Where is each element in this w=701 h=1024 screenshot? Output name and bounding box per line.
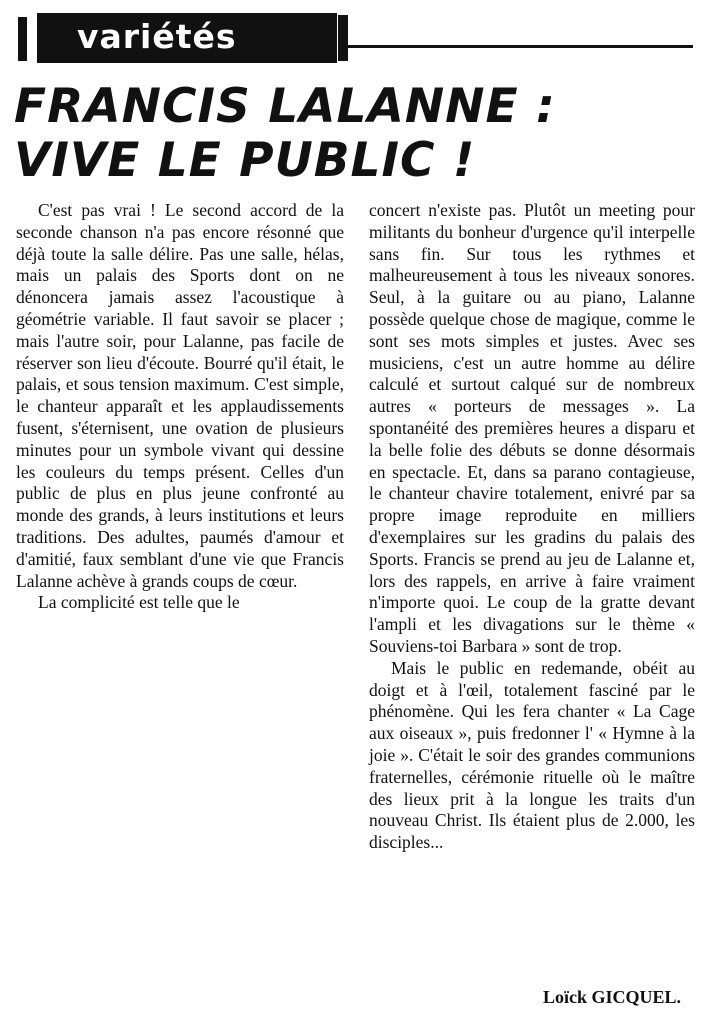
rubric-bar-right xyxy=(338,15,348,61)
article-headline xyxy=(14,80,694,188)
section-rubric xyxy=(10,13,693,63)
headline-line-2: VIVE LE PUBLIC ! xyxy=(14,133,476,188)
article-column-right xyxy=(369,200,695,854)
article-column-left xyxy=(16,200,344,614)
rubric-label: variétés xyxy=(37,13,337,63)
paragraph: La complicité est telle que le xyxy=(38,592,240,613)
rubric-rule xyxy=(348,45,693,48)
author-signature: Loïck GICQUEL. xyxy=(542,987,681,1007)
paragraph: concert n'existe pas. Plutôt un meeting pour militants du bonheur d'urgence qu'il interpelle sans fin. Sur tous les rythmes et malheureusement à tous les niveaux sonores. Seul, à la guitare ou au piano, Lalanne possède quelque chose de magique, comme le sont ses mots simples et justes. Avec ses musiciens, c'est un autre homme au délire calculé et surtout calqué sur de nombreux autres « porteurs de messages ». La spontanéité des premières heures a disparu et la belle folie des débuts se donne désormais en spectacle. Et, dans sa parano contagieuse, le chanteur chavire totalement, enivré par sa propre image reproduite en milliers d'exemplaires sur les gradins du palais des Sports. Francis se prend au jeu de Lalanne et, lors des rappels, en arrive à faire vraiment n'importe quoi. Le coup de la gratte devant l'ampli et les divagations sur le thème « Souviens-toi Barbara » sont de trop. xyxy=(369,200,695,656)
headline-line-1: FRANCIS LALANNE : xyxy=(14,79,556,134)
paragraph: Mais le public en redemande, obéit au doigt et à l'œil, totalement fasciné par le phénomène. Qui les fera chanter « La Cage aux oiseaux », puis fredonner l' « Hymne à la joie ». C'était le soir des grandes communions fraternelles, cérémonie rituelle où le maître des lieux prit à la longue les traits d'un nouveau Christ. Ils étaient plus de 2.000, les disciples... xyxy=(369,657,695,853)
rubric-bar-left xyxy=(18,17,27,61)
paragraph: C'est pas vrai ! Le second accord de la seconde chanson n'a pas encore résonné que déjà toute la salle délire. Pas une salle, hélas, mais un palais des Sports dont on ne dénoncera jamais assez l'acoustique à géométrie variable. Il faut savoir se placer ; mais l'autre soir, pour Lalanne, pas facile de réserver son lieu d'écoute. Bourré qu'il était, le palais, et sous tension maximum. C'est simple, le chanteur apparaît et les applaudissements fusent, s'éternisent, une ovation de plusieurs minutes pour un symbole vivant qui dessine les couleurs du temps présent. Celles d'un public de plus en plus jeune confronté au monde des grands, à leurs institutions et leurs traditions. Des adultes, paumés d'amour et d'amitié, faux semblant d'une vie que Francis Lalanne achève à grands coups de cœur. xyxy=(16,200,344,591)
